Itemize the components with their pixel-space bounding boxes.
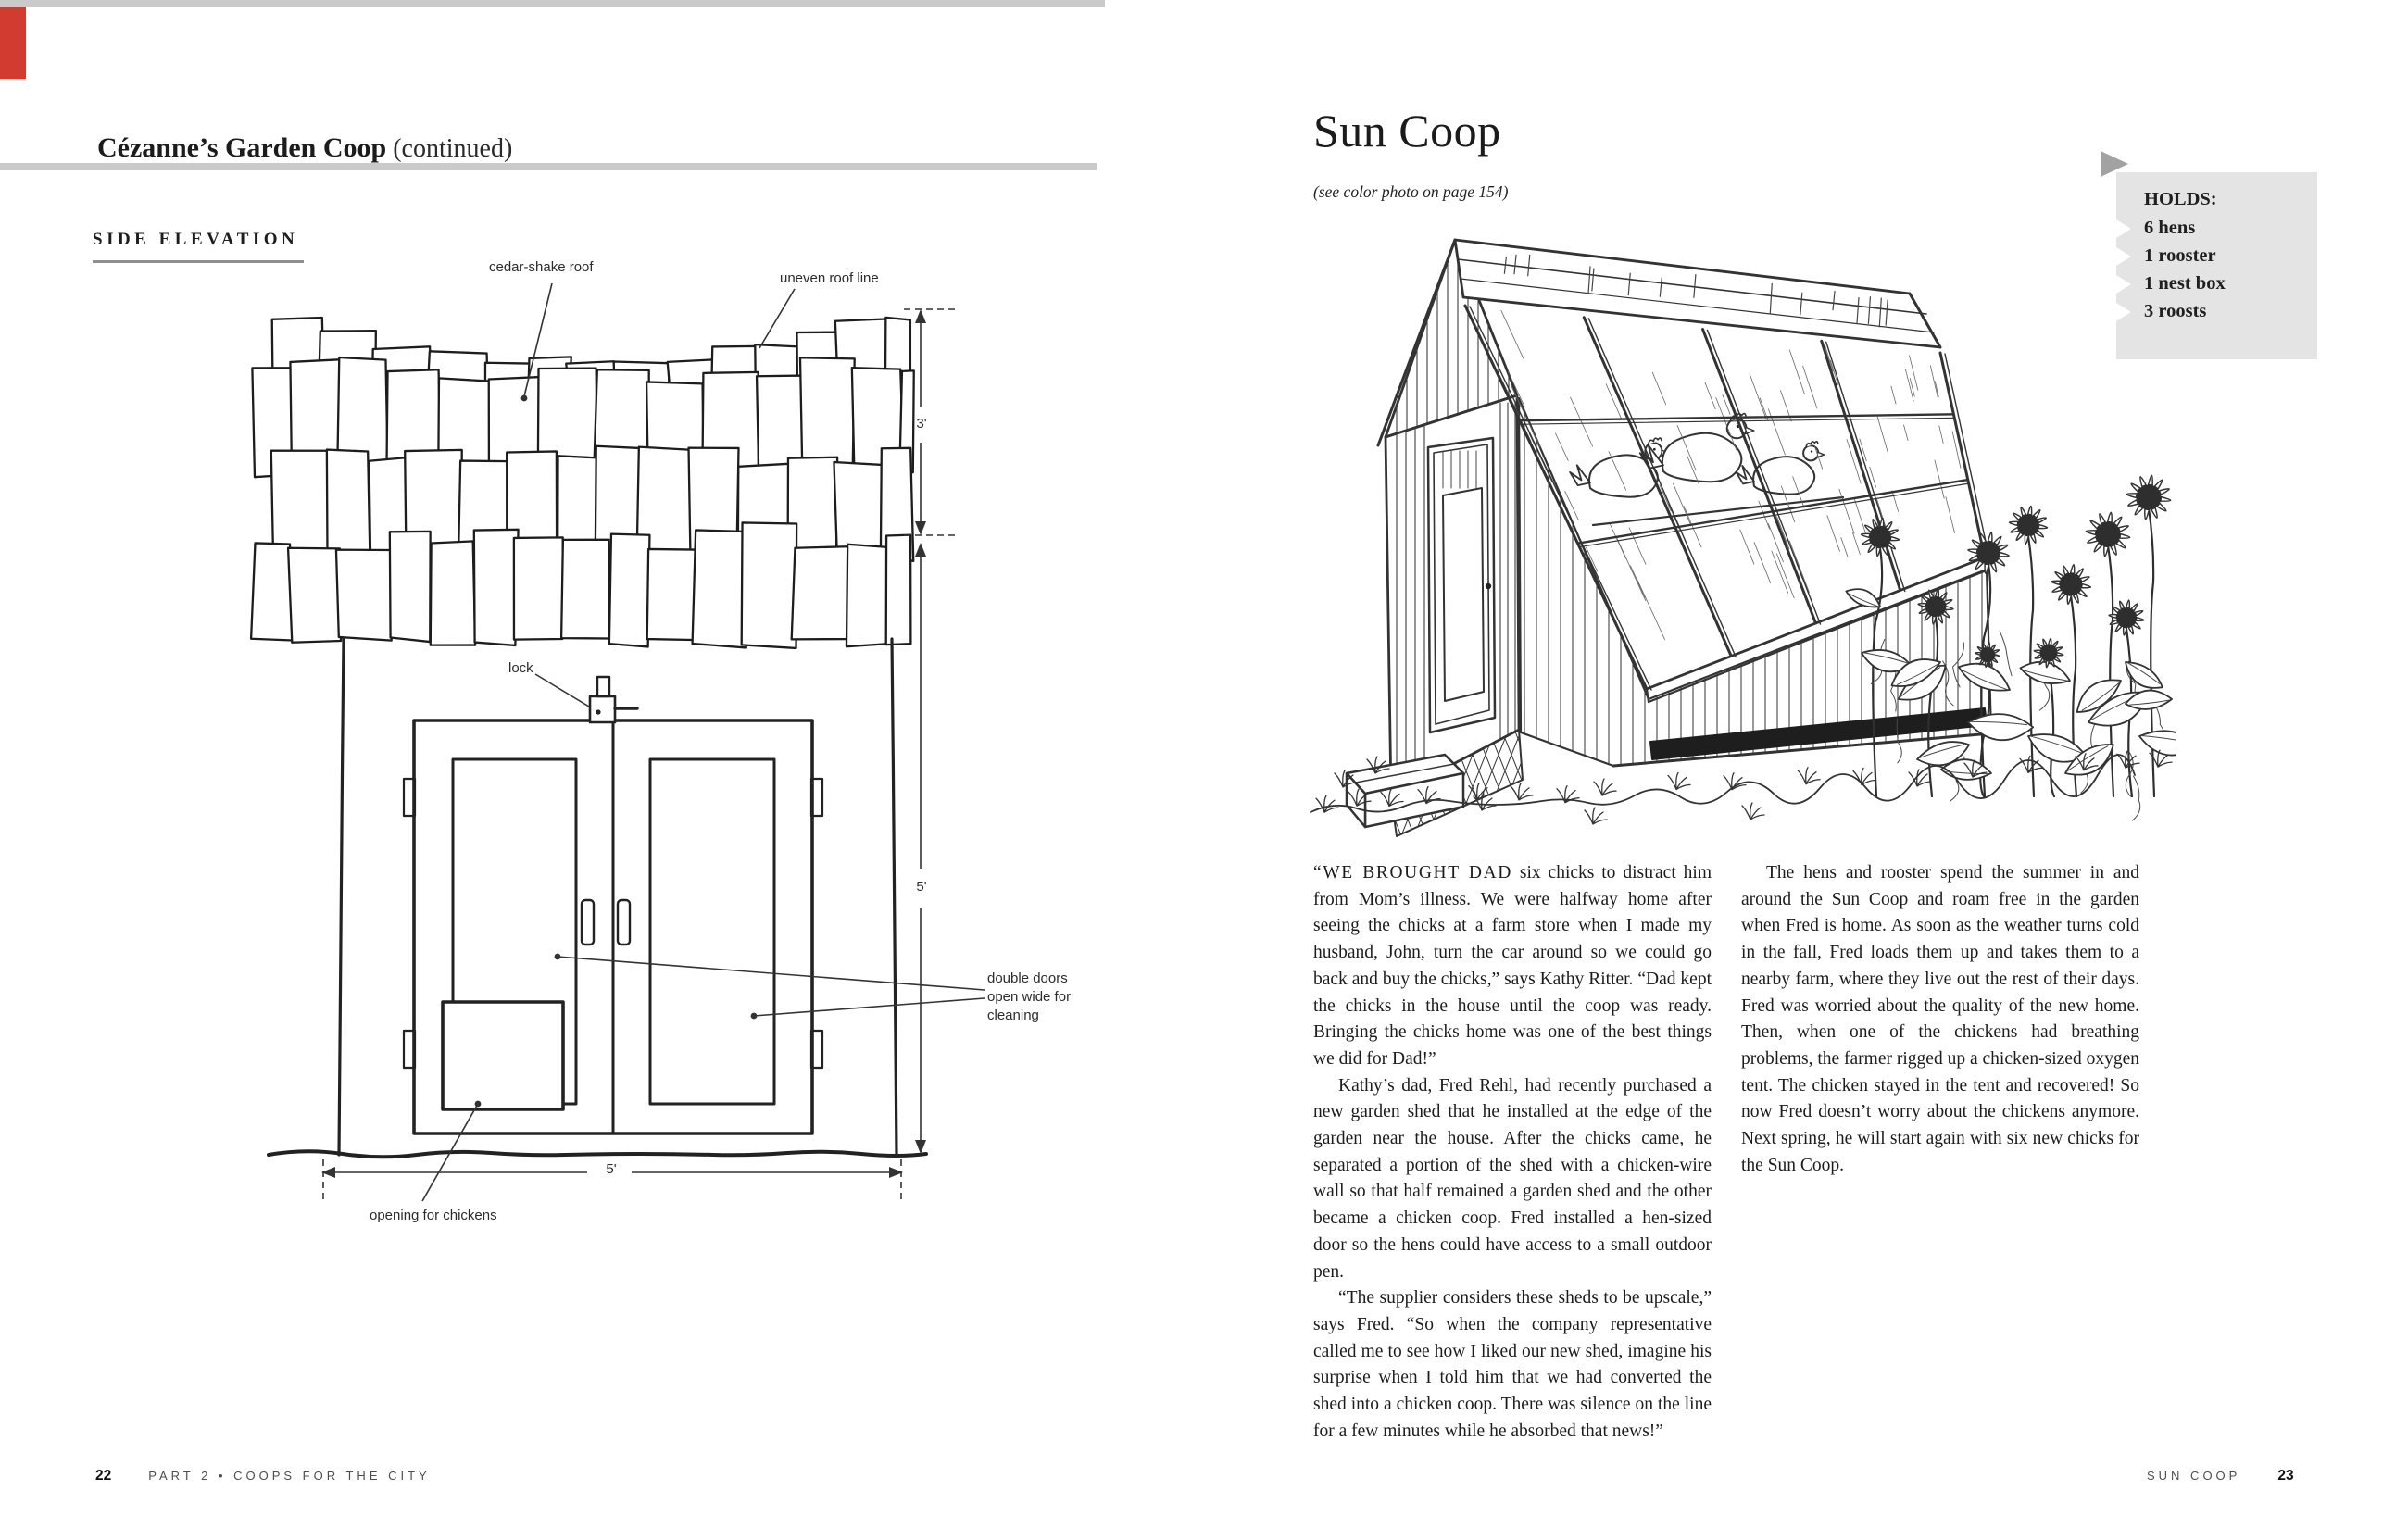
article-text (1313, 860, 2139, 1446)
dim-roof-height: 3' (916, 416, 927, 432)
holds-heading: HOLDS: (2144, 189, 2217, 209)
page-number-right: 23 (2277, 1468, 2294, 1484)
dim-wall-height: 5' (916, 879, 927, 895)
label-double-doors: double doors open wide for cleaning (987, 970, 1072, 1023)
paragraph: The hens and rooster spend the summer in and around the Sun Coop and roam free in the garden when Fred is home. As soon as the weather turns cold in the fall, Fred loads them up and takes them to a nearby farm, where they live out the rest of their days. Fred was worried about the quality of the new home. Then, when one of the chickens had breathing problems, the farmer rigged up a chicken-sized oxygen tent. The chicken stayed in the tent and recovered! So now Fred doesn’t worry about the chickens anymore. Next spring, he will start again with six new chicks for the Sun Coop. (1741, 863, 2139, 1175)
holds-item: 6 hens (2144, 218, 2196, 238)
sun-coop-illustration (1287, 218, 2176, 838)
page-number-left: 22 (95, 1468, 112, 1484)
paragraph: Kathy’s dad, Fred Rehl, had recently purchased a new garden shed that he installed at the edge of the garden near the house. After the chicks came, he separated a portion of the shed with a chicken-wire wall so that half remained a garden shed and the other became a chicken coop. Fred installed a hen-sized door so the hens could have access to a small outdoor pen. (1313, 1075, 1712, 1282)
label-uneven-roof-line: uneven roof line (780, 270, 879, 286)
title-suffix: (continued) (393, 134, 513, 163)
holds-item: 1 nest box (2144, 273, 2226, 294)
holds-item: 1 rooster (2144, 245, 2216, 266)
section-heading: SIDE ELEVATION (93, 230, 299, 249)
coop-title: Cézanne’s Garden Coop (97, 132, 387, 163)
page-title-right: Sun Coop (1313, 105, 1501, 157)
paragraph: “WE BROUGHT DAD six chicks to distract him from Mom’s illness. We were halfway home after seeing the chicks at a farm store when I made my husband, John, turn the car around so we could go back and buy the chicks,” says Kathy Ritter. “Dad kept the chicks in the house until the coop was ready. Bringing the chicks home was one of the best things we did for Dad!” (1313, 863, 1712, 1069)
label-lock: lock (508, 660, 533, 676)
running-footer-right: SUN COOP (2147, 1469, 2241, 1483)
right-title-rule (0, 163, 1097, 170)
footer-left (95, 1468, 431, 1484)
paragraph: “The supplier considers these sheds to be upscale,” says Fred. “So when the company representative called me to see how I liked our new shed, imagine his surprise when I told him that we had converted the shed into a chicken coop. There was silence on the line for a few minutes while he absorbed that news!” (1313, 1288, 1712, 1441)
holds-item: 3 roosts (2144, 301, 2207, 321)
dim-width: 5' (606, 1161, 617, 1177)
photo-reference: (see color photo on page 154) (1313, 182, 1509, 201)
label-opening-for-chickens: opening for chickens (370, 1208, 497, 1223)
label-cedar-shake-roof: cedar-shake roof (489, 259, 594, 275)
footer-right (2147, 1468, 2294, 1484)
running-footer-left: PART 2 • COOPS FOR THE CITY (148, 1469, 431, 1483)
